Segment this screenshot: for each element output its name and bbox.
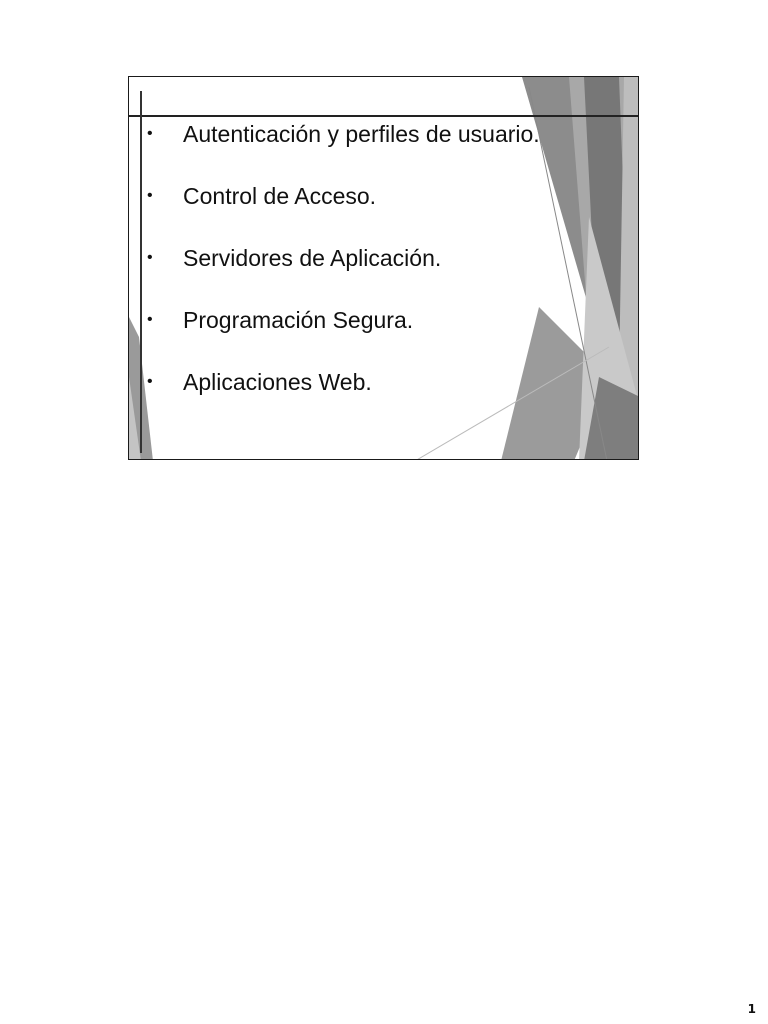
- list-item: [143, 119, 540, 181]
- title-divider: [129, 115, 639, 117]
- list-item: [143, 367, 540, 429]
- bullet-marker: •: [147, 373, 153, 390]
- list-item: [143, 243, 540, 305]
- bullet-text: Servidores de Aplicación.: [183, 245, 442, 271]
- list-item: [143, 181, 540, 243]
- bullet-text: Control de Acceso.: [183, 183, 377, 209]
- left-vertical-rule: [140, 91, 142, 453]
- bullet-text: Programación Segura.: [183, 307, 414, 333]
- bullet-text: Aplicaciones Web.: [183, 369, 372, 395]
- bullet-marker: •: [147, 187, 153, 204]
- bullet-list: [143, 119, 540, 429]
- bullet-text: Autenticación y perfiles de usuario.: [183, 121, 540, 147]
- slide-thumbnail: [128, 76, 639, 460]
- bullet-marker: •: [147, 249, 153, 266]
- bullet-marker: •: [147, 125, 153, 142]
- page-number: 1: [747, 1002, 756, 1016]
- list-item: [143, 305, 540, 367]
- bullet-marker: •: [147, 311, 153, 328]
